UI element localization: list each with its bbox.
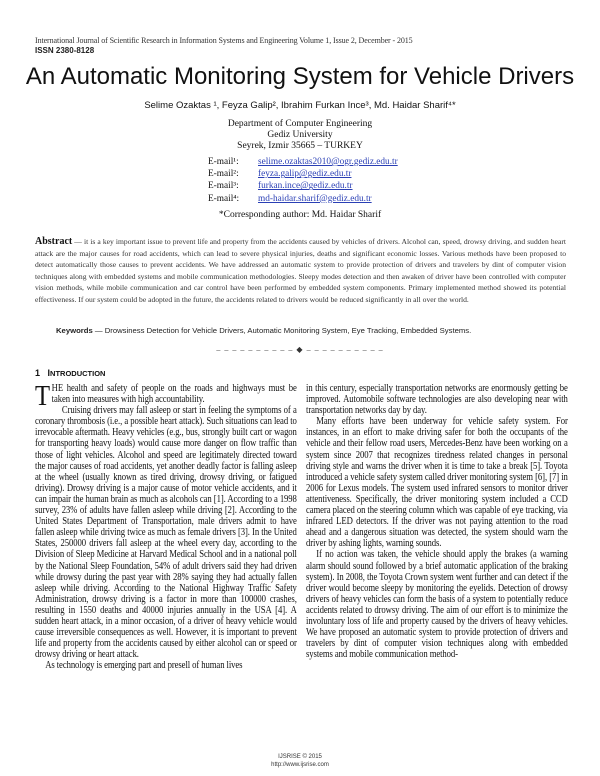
email-link[interactable]: md-haidar.sharif@gediz.edu.tr — [258, 193, 372, 204]
section-divider: – – – – – – – – – – ◆ – – – – – – – – – – — [216, 345, 384, 354]
email-label: E-mail²: — [208, 169, 239, 180]
paragraph: in this century, especially transportation networks are enormously getting be improved. Automobile software technologies are also developing near with transportation networks day by day. — [306, 383, 568, 417]
footer-url[interactable]: http://www.ijsrise.com — [271, 762, 329, 768]
email-row — [208, 168, 398, 180]
email-row — [208, 156, 398, 168]
section-title-initial: I — [47, 368, 51, 378]
section-heading — [35, 368, 105, 378]
email-label: E-mail¹: — [208, 157, 239, 167]
email-row — [208, 193, 398, 205]
paragraph-text: HE health and safety of people on the roads and highways must be taken into measures with high accountability. — [51, 383, 297, 406]
department: Department of Computer Engineering — [227, 119, 373, 129]
email-link[interactable]: selime.ozaktas2010@ogr.gediz.edu.tr — [258, 157, 398, 167]
affiliation — [0, 119, 600, 152]
email-link[interactable]: feyza.galip@gediz.edu.tr — [258, 169, 352, 180]
authors: Selime Ozaktas ¹, Feyza Galip², Ibrahim Furkan Ince³, Md. Haidar Sharif⁴* — [144, 100, 456, 111]
right-column — [306, 383, 568, 660]
paragraph — [35, 380, 297, 412]
keywords — [56, 326, 471, 335]
left-column — [35, 380, 297, 672]
journal-header: International Journal of Scientific Research in Information Systems and Engineering Volume 1, Issue 2, December - 2015 — [35, 36, 413, 45]
paragraph: Many efforts have been underway for vehicle safety system. For instances, in an effort to make driving safer for both the occupants of the vehicle and their fellow road users, Mercedes-Benz have been working on a system since 2007 that recognizes tiredness related changes in personal driving style and warns the driver when it is time to take a break [5]. Toyota introduced a vehicle safety system called driver monitoring system [6], [7] in 2006 for Lexus models. The system used infrared sensors to monitor driver attentiveness. Specifically, the driver monitoring system included a CCD camera placed on the steering column which was capable of eye tracking, via infrared LED detectors. If the driver was not paying attention to the road ahead and a dangerous situation was detected, the system should warn the driver by ashing lights, warning sounds. — [306, 416, 568, 550]
drop-cap: T — [35, 380, 50, 412]
keywords-text: — Drowsiness Detection for Vehicle Drivers, Automatic Monitoring System, Eye Tracking, Embedded Systems. — [92, 326, 472, 335]
abstract-text: — it is a key important issue to prevent life and property from the accidents caused by vehicles of drivers. Alcohol can, speed, drowsy driving, and sudden heart attack are the major causes for road accidents, which can lead to severe physical injuries, deaths and significant economic losses. Various methods have been proposed to detect automatically those causes to prevent accidents. We have addressed an automatic system to provide protection of drivers and travelers by dint of computer vision techniques along with embedded systems and mobile communication methodologies. Sleepy modes detection and then awaken of driver have been controlled with computer vision methods, while mobile communication and car control have been performed by embedded system components. Primary implemented method showed its potential effectiveness. If our system could be adopted in the future, the accidents related to drivers would be reduced significantly in all over the world. — [35, 237, 566, 304]
keywords-label: Keywords — [56, 326, 93, 335]
email-list — [208, 156, 398, 205]
footer-copyright: IJSRISE © 2015 — [278, 754, 322, 760]
email-link[interactable]: furkan.ince@gediz.edu.tr — [258, 181, 353, 192]
email-row — [208, 180, 398, 192]
section-title-rest: NTRODUCTION — [50, 369, 106, 378]
paragraph: Cruising drivers may fall asleep or start in feeling the symptoms of a coronary thrombosis (i.e., a possible heart attack). Such situations can lead to irrevocable aftermath. Heavy vehicles (e.g., bus, strongly built cart or wagon for transporting heavy loads) would cause more danger on flow traffic than those of light vehicles. Alcohol and speed are legitimately directed toward the major causes of road accidents, yet another deadly factor is falling asleep at the wheel (usually known as tired driving, drowsy driving, or fatigued driving). Drowsy driving is a major cause of motor vehicle accidents, and it can impair the human brain as much as alcohols can [1]. According to a 1998 survey, 23% of adults have fallen asleep while driving [2]. According to the United States Department of Transportation, male drivers admit to have fallen asleep while driving twice as much as female drivers [3]. In the United States, 250000 drivers fall asleep at the wheel every day, according to the Division of Sleep Medicine at Harvard Medical School and in a national poll by the National Sleep Foundation, 54% of adult drivers said they had driven while drowsy during the past year with 28% saying they had actually fallen asleep while driving. According to the National Highway Traffic Safety Administration, drowsy driving is a factor in more than 100000 crashes, resulting in 1550 deaths and 40000 injuries annually in the USA [4]. A sudden heart attack, in a minor occasion, of a driver of heavy vehicle would cause irreversible consequences as well. However, it is important to prevent life and property from the accidents caused by either alcohol can or speed or drowsy driving or heart attack. — [35, 405, 297, 661]
paper-title: An Automatic Monitoring System for Vehicle Drivers — [25, 63, 575, 90]
paragraph: As technology is emerging part and presell of human lives — [45, 660, 243, 672]
corresponding-author: *Corresponding author: Md. Haidar Sharif — [218, 210, 382, 220]
paragraph: If no action was taken, the vehicle should apply the brakes (a warning alarm should sound followed by a brief automatic application of the braking system). In 2008, the Toyota Crown system went further and can detect if the driver would become sleepy by monitoring the eyelids. Detection of drowsy drivers of heavy vehicles can form the basis of a system to potentially reduce accidents related to drowsy driving. The aim of our effort is to minimize the involuntary loss of life and property caused by the drivers of heavy vehicles. We have proposed an automatic system to provide protection of drivers and travelers by dint of computer vision techniques along with embedded systems and mobile communication method- — [306, 549, 568, 661]
email-label: E-mail³: — [208, 181, 239, 192]
university: Gediz University — [267, 130, 333, 140]
section-number: 1 — [35, 368, 41, 378]
abstract-label: Abstract — [35, 236, 73, 247]
issn: ISSN 2380-8128 — [35, 46, 95, 55]
address: Seyrek, Izmir 35665 – TURKEY — [237, 141, 363, 151]
abstract — [35, 236, 566, 306]
email-label: E-mail⁴: — [208, 193, 240, 204]
